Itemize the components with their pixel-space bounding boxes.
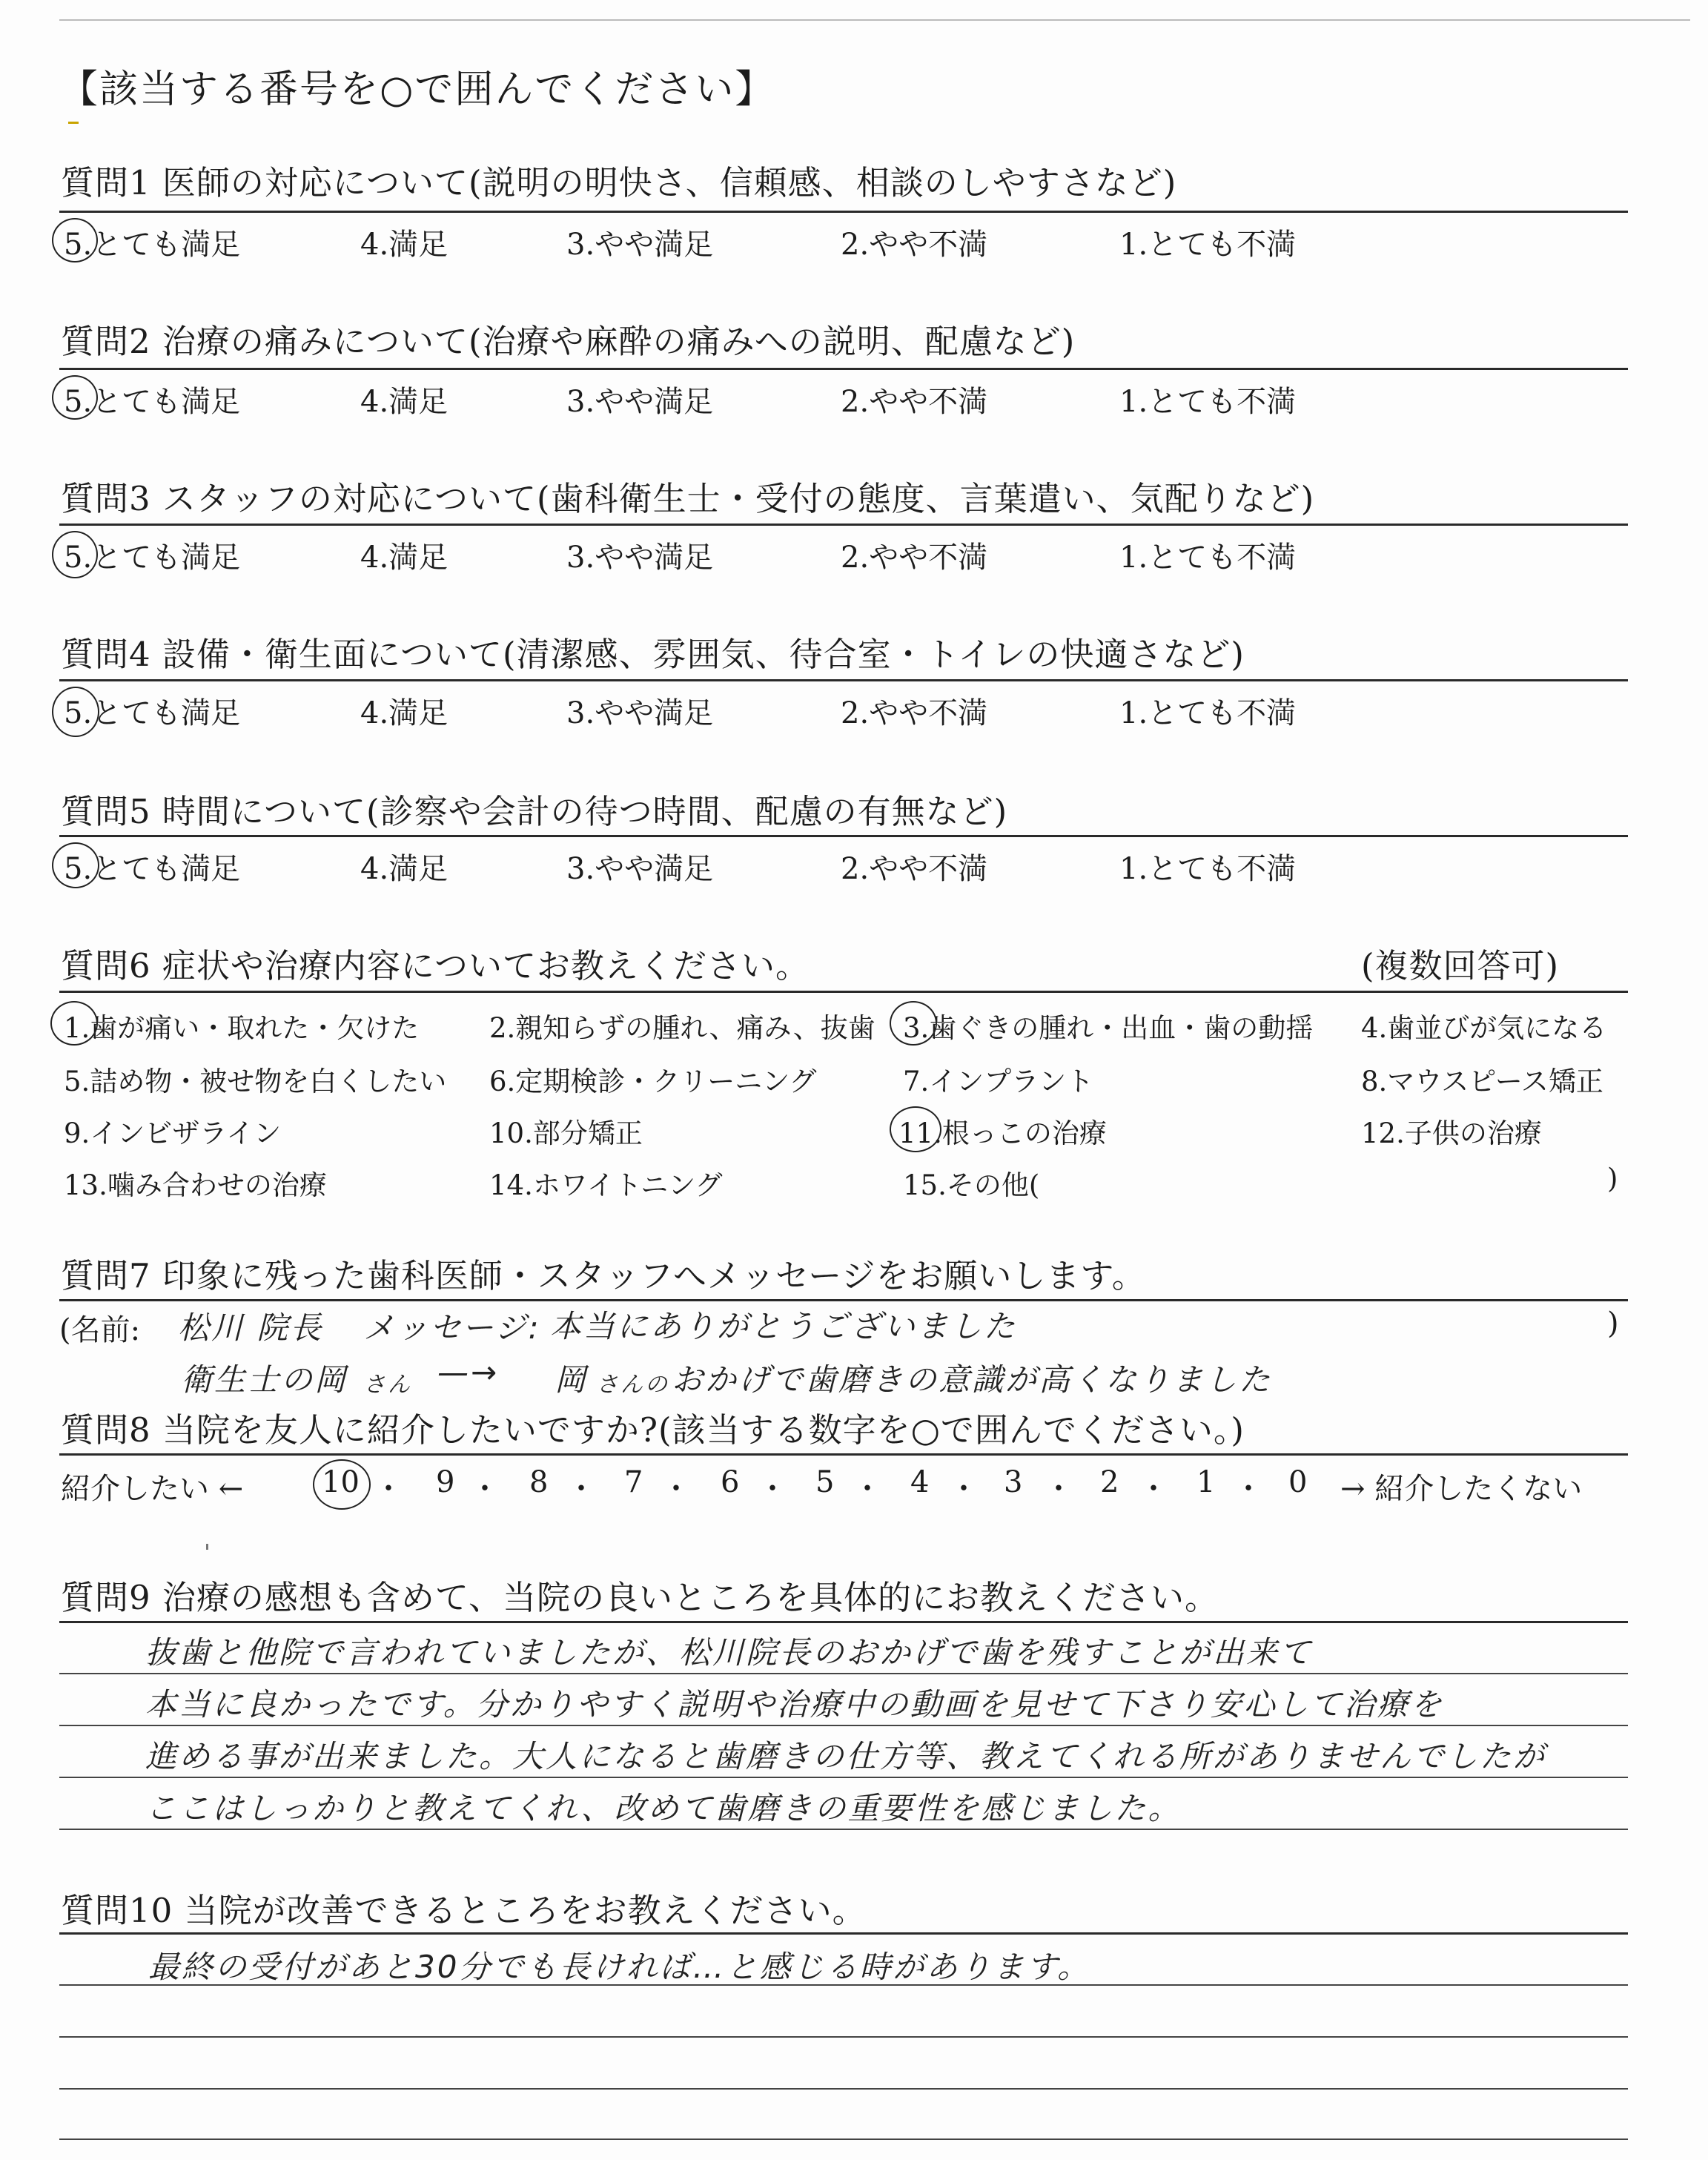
q9-answer-line-3[interactable]: 進める事が出来ました。大人になると歯磨きの仕方等、教えてくれる所がありませんでしたが — [145, 1738, 1547, 1774]
question-5-title: 質問5 時間について(診察や会計の待つ時間、配慮の有無など) — [61, 792, 1008, 831]
q6-option-13[interactable]: 13.噛み合わせの治療 — [64, 1169, 327, 1201]
question-3-title: 質問3 スタッフの対応について(歯科衛生士・受付の態度、言葉遣い、気配りなど) — [61, 479, 1315, 518]
q3-option-4[interactable]: 4.満足 — [360, 541, 448, 575]
q3-option-5[interactable]: 5.とても満足 — [64, 541, 241, 575]
q6-option-9[interactable]: 9.インビザライン — [64, 1117, 282, 1149]
question-6-note: (複数回答可) — [1361, 946, 1560, 985]
q6-selected-circle-1 — [50, 1001, 98, 1046]
question-4-rule — [59, 679, 1628, 681]
q4-option-1[interactable]: 1.とても不満 — [1119, 696, 1297, 730]
q6-option-15[interactable]: 15.その他( — [903, 1169, 1040, 1201]
question-5-rule — [59, 835, 1628, 837]
q8-scale-8[interactable]: 8 — [529, 1465, 549, 1499]
question-1-rule — [59, 211, 1628, 213]
q9-answer-line-4[interactable]: ここはしっかりと教えてくれ、改めて歯磨きの重要性を感じました。 — [145, 1790, 1182, 1826]
q8-scale-2[interactable]: 2 — [1100, 1465, 1119, 1499]
q5-option-5[interactable]: 5.とても満足 — [64, 852, 241, 886]
q6-option-3[interactable]: 3.歯ぐきの腫れ・出血・歯の動揺 — [903, 1012, 1314, 1044]
question-6-title: 質問6 症状や治療内容についてお教えください。 — [61, 946, 810, 985]
q6-option-6[interactable]: 6.定期検診・クリーニング — [489, 1066, 817, 1097]
q10-line-3 — [59, 2036, 1628, 2038]
q10-answer-line-1[interactable]: 最終の受付があと30分でも長ければ…と感じる時があります。 — [148, 1949, 1091, 1985]
q6-option-12[interactable]: 12.子供の治療 — [1361, 1117, 1542, 1149]
q6-option-14[interactable]: 14.ホワイトニング — [489, 1169, 723, 1201]
q5-option-1[interactable]: 1.とても不満 — [1119, 852, 1297, 886]
question-2-rule — [59, 368, 1628, 370]
q7-close-paren: ) — [1607, 1307, 1619, 1341]
q5-selected-circle — [52, 842, 99, 888]
question-7-title: 質問7 印象に残った歯科医師・スタッフへメッセージをお願いします。 — [61, 1256, 1146, 1295]
q7-line2-arrow: —→ — [437, 1354, 500, 1390]
q8-sep-7: ・ — [949, 1472, 979, 1506]
q7-line2-msg-c[interactable]: おかげで歯磨きの意識が高くなりました — [672, 1361, 1273, 1398]
q8-sep-3: ・ — [566, 1472, 596, 1506]
q4-option-4[interactable]: 4.満足 — [360, 696, 448, 730]
q9-line-5 — [59, 1829, 1628, 1830]
q6-option-11[interactable]: 11.根っこの治療 — [898, 1117, 1107, 1149]
q7-line2-msg-a[interactable]: 岡 — [555, 1361, 589, 1398]
q8-scale-3[interactable]: 3 — [1004, 1465, 1023, 1499]
question-10-rule — [59, 1932, 1628, 1935]
q4-option-5[interactable]: 5.とても満足 — [64, 696, 241, 730]
q9-line-4 — [59, 1777, 1628, 1778]
q8-sep-10: ・ — [1234, 1472, 1263, 1506]
scan-edge-line — [59, 19, 1690, 21]
q1-option-4[interactable]: 4.満足 — [360, 228, 448, 262]
q1-option-1[interactable]: 1.とても不満 — [1119, 228, 1297, 262]
q10-line-4 — [59, 2088, 1628, 2090]
q6-option-10[interactable]: 10.部分矯正 — [489, 1117, 643, 1149]
q8-scale-1[interactable]: 1 — [1196, 1465, 1216, 1499]
question-6-rule — [59, 991, 1628, 993]
q8-scale-0[interactable]: 0 — [1288, 1465, 1308, 1499]
q8-sep-6: ・ — [853, 1472, 882, 1506]
stray-dot — [206, 1544, 208, 1550]
question-4-title: 質問4 設備・衛生面について(清潔感、雰囲気、待合室・トイレの快適さなど) — [61, 635, 1245, 674]
q6-option-1[interactable]: 1.歯が痛い・取れた・欠けた — [64, 1012, 420, 1044]
q4-option-2[interactable]: 2.やや不満 — [841, 696, 988, 730]
q8-right-label: → 紹介したくない — [1340, 1472, 1583, 1506]
q3-option-1[interactable]: 1.とても不満 — [1119, 541, 1297, 575]
q1-option-5[interactable]: 5.とても満足 — [64, 228, 241, 262]
q6-option-8[interactable]: 8.マウスピース矯正 — [1361, 1066, 1603, 1097]
q8-scale-9[interactable]: 9 — [436, 1465, 455, 1499]
q3-option-2[interactable]: 2.やや不満 — [841, 541, 988, 575]
question-8-rule — [59, 1453, 1628, 1456]
q3-selected-circle — [52, 531, 98, 578]
question-1-title: 質問1 医師の対応について(説明の明快さ、信頼感、相談のしやすさなど) — [61, 163, 1177, 202]
q7-message-value[interactable]: 本当にありがとうございました — [550, 1308, 1018, 1344]
q2-selected-circle — [52, 375, 98, 420]
q9-answer-line-2[interactable]: 本当に良かったです。分かりやすく説明や治療中の動画を見せて下さり安心して治療を — [145, 1686, 1444, 1723]
page-heading: 【該当する番号を○で囲んでください】 — [59, 67, 775, 112]
q8-left-label: 紹介したい ← — [61, 1472, 244, 1506]
q8-sep-2: ・ — [470, 1472, 500, 1506]
q1-option-2[interactable]: 2.やや不満 — [841, 228, 988, 262]
q4-selected-circle — [52, 687, 99, 737]
q10-line-5 — [59, 2138, 1628, 2140]
q2-option-5[interactable]: 5.とても満足 — [64, 385, 241, 419]
q8-scale-5[interactable]: 5 — [815, 1465, 835, 1499]
q7-message-label: メッセージ: — [363, 1309, 541, 1346]
question-10-title: 質問10 当院が改善できるところをお教えください。 — [61, 1891, 867, 1930]
q2-option-1[interactable]: 1.とても不満 — [1119, 385, 1297, 419]
q6-option-4[interactable]: 4.歯並びが気になる — [1361, 1012, 1607, 1044]
q6-option-2[interactable]: 2.親知らずの腫れ、痛み、抜歯 — [489, 1012, 875, 1044]
q7-line2-name[interactable]: 衛生士の岡 — [181, 1361, 348, 1398]
q3-option-3[interactable]: 3.やや満足 — [566, 541, 714, 575]
q8-sep-5: ・ — [758, 1472, 787, 1506]
q6-option-5[interactable]: 5.詰め物・被せ物を白くしたい — [64, 1066, 447, 1097]
q6-option-7[interactable]: 7.インプラント — [903, 1066, 1094, 1097]
q8-selected-circle — [313, 1459, 371, 1510]
q7-line2-name-suffix[interactable]: さん — [363, 1372, 412, 1398]
q9-line-2 — [59, 1673, 1628, 1674]
q2-option-3[interactable]: 3.やや満足 — [566, 385, 714, 419]
q7-name-value[interactable]: 松川 院長 — [178, 1309, 324, 1346]
q6-selected-circle-11 — [890, 1106, 941, 1152]
q8-scale-6[interactable]: 6 — [721, 1465, 740, 1499]
question-3-rule — [59, 524, 1628, 526]
q5-option-4[interactable]: 4.満足 — [360, 852, 448, 886]
q7-line2-msg-b[interactable]: さんの — [596, 1372, 669, 1398]
q7-name-label: (名前: — [59, 1313, 141, 1347]
q6-option-15-close: ) — [1607, 1163, 1618, 1195]
q8-scale-7[interactable]: 7 — [624, 1465, 643, 1499]
question-2-title: 質問2 治療の痛みについて(治療や麻酔の痛みへの説明、配慮など) — [61, 322, 1076, 361]
q9-answer-line-1[interactable]: 抜歯と他院で言われていましたが、松川院長のおかげで歯を残すことが出来て — [145, 1634, 1314, 1671]
q5-option-2[interactable]: 2.やや不満 — [841, 852, 988, 886]
question-9-title: 質問9 治療の感想も含めて、当院の良いところを具体的にお教えください。 — [61, 1578, 1219, 1617]
q2-option-4[interactable]: 4.満足 — [360, 385, 448, 419]
q8-scale-10[interactable]: 10 — [322, 1465, 360, 1499]
q4-option-3[interactable]: 3.やや満足 — [566, 696, 714, 730]
q1-option-3[interactable]: 3.やや満足 — [566, 228, 714, 262]
question-8-title: 質問8 当院を友人に紹介したいですか?(該当する数字を○で囲んでください。) — [61, 1410, 1245, 1450]
question-9-rule — [59, 1621, 1628, 1623]
question-7-rule — [59, 1299, 1628, 1301]
q1-selected-circle — [52, 218, 98, 262]
q8-scale-4[interactable]: 4 — [910, 1465, 930, 1499]
q5-option-3[interactable]: 3.やや満足 — [566, 852, 714, 886]
q6-selected-circle-3 — [890, 1001, 937, 1046]
stray-mark — [68, 122, 79, 124]
q2-option-2[interactable]: 2.やや不満 — [841, 385, 988, 419]
q8-sep-9: ・ — [1139, 1472, 1168, 1506]
q8-sep-4: ・ — [661, 1472, 691, 1506]
q8-sep-1: ・ — [374, 1472, 403, 1506]
q9-line-3 — [59, 1725, 1628, 1726]
q8-sep-8: ・ — [1044, 1472, 1073, 1506]
